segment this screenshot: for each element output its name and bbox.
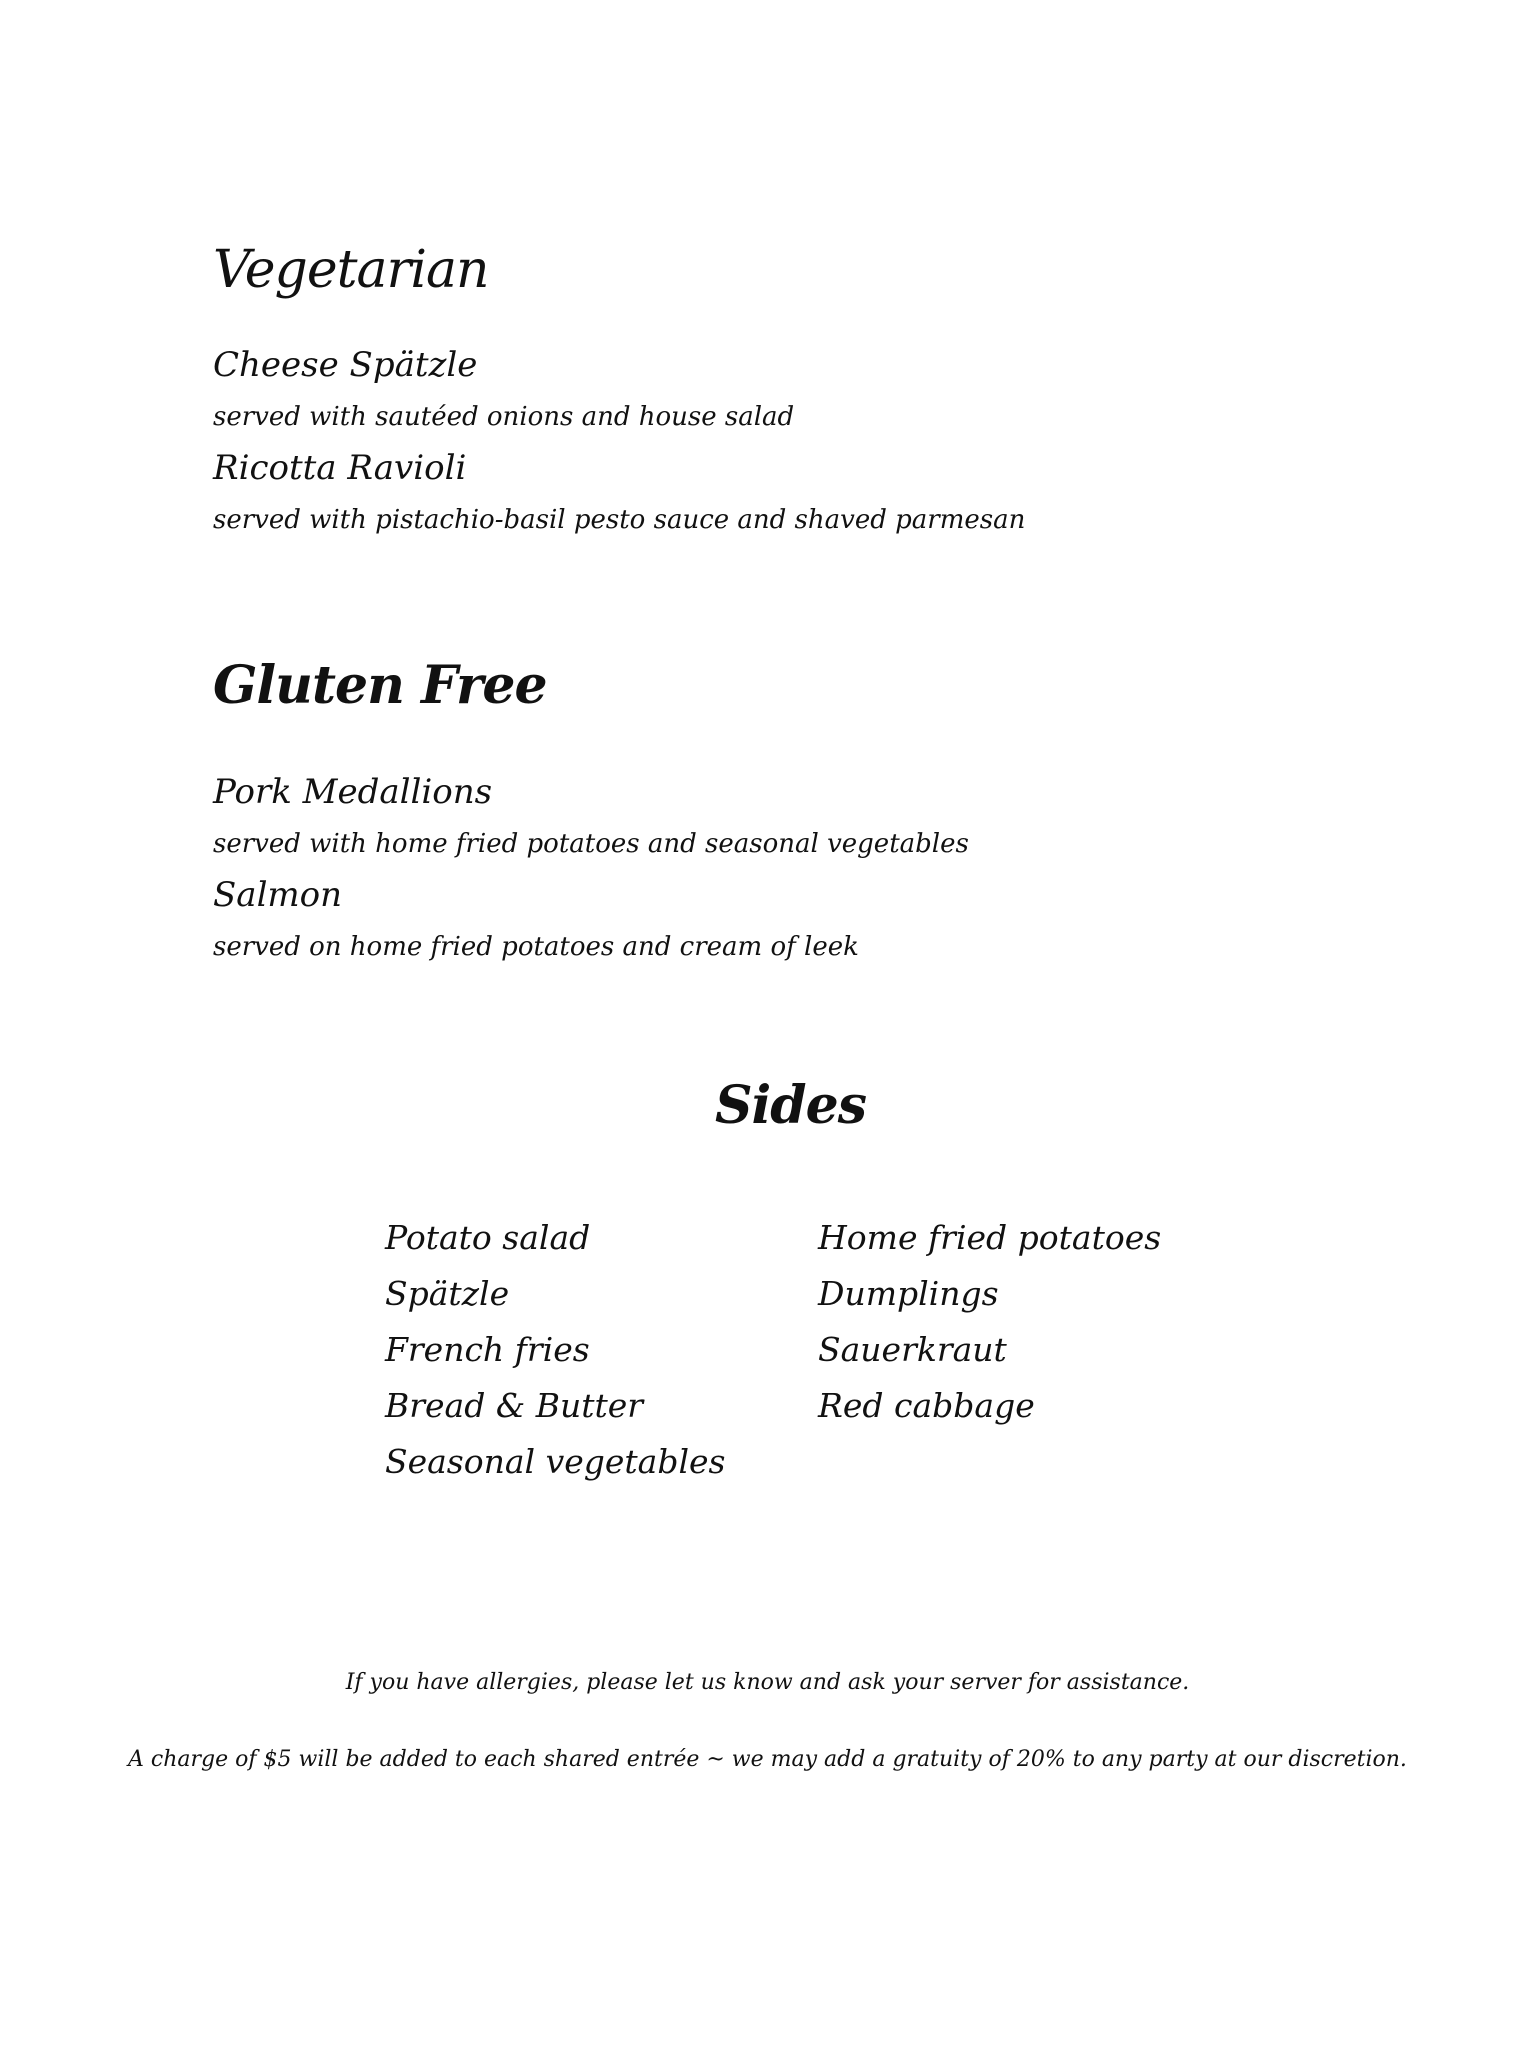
gluten-free-heading: Gluten Free [213, 655, 547, 716]
sides-heading: Sides [715, 1075, 867, 1136]
sides-list-left [385, 1210, 726, 1490]
side-item: Dumplings [818, 1274, 999, 1313]
dish-name: Pork Medallions [213, 772, 493, 812]
dish-description: served with sautéed onions and house salad [213, 402, 795, 432]
side-item: Sauerkraut [818, 1330, 1007, 1369]
side-item: Potato salad [385, 1218, 591, 1257]
dish-description: served with pistachio-basil pesto sauce and shaved parmesan [213, 505, 1026, 535]
sides-list-right [818, 1210, 1161, 1434]
side-item: Spätzle [385, 1274, 510, 1313]
dish-description: served on home fried potatoes and cream of leek [213, 932, 859, 962]
side-item: French fries [385, 1330, 590, 1369]
menu-item-salmon [213, 875, 859, 963]
side-item: Home fried potatoes [818, 1218, 1162, 1257]
side-item: Red cabbage [818, 1386, 1035, 1425]
allergy-note: If you have allergies, please let us know and ask your server for assistance. [345, 1670, 1190, 1695]
vegetarian-heading: Vegetarian [213, 240, 489, 300]
side-item: Bread & Butter [385, 1386, 644, 1425]
menu-item-pork-medallions [213, 772, 969, 860]
charge-note: A charge of $5 will be added to each shared entrée ~ we may add a gratuity of 20% to any party at our discretion. [128, 1747, 1407, 1772]
dish-name: Salmon [213, 875, 343, 915]
dish-name: Ricotta Ravioli [213, 448, 467, 488]
menu-item-cheese-spaetzle [213, 345, 794, 433]
menu-item-ricotta-ravioli [213, 448, 1025, 536]
side-item: Seasonal vegetables [385, 1442, 726, 1481]
dish-name: Cheese Spätzle [213, 345, 478, 385]
dish-description: served with home fried potatoes and seasonal vegetables [213, 829, 969, 859]
